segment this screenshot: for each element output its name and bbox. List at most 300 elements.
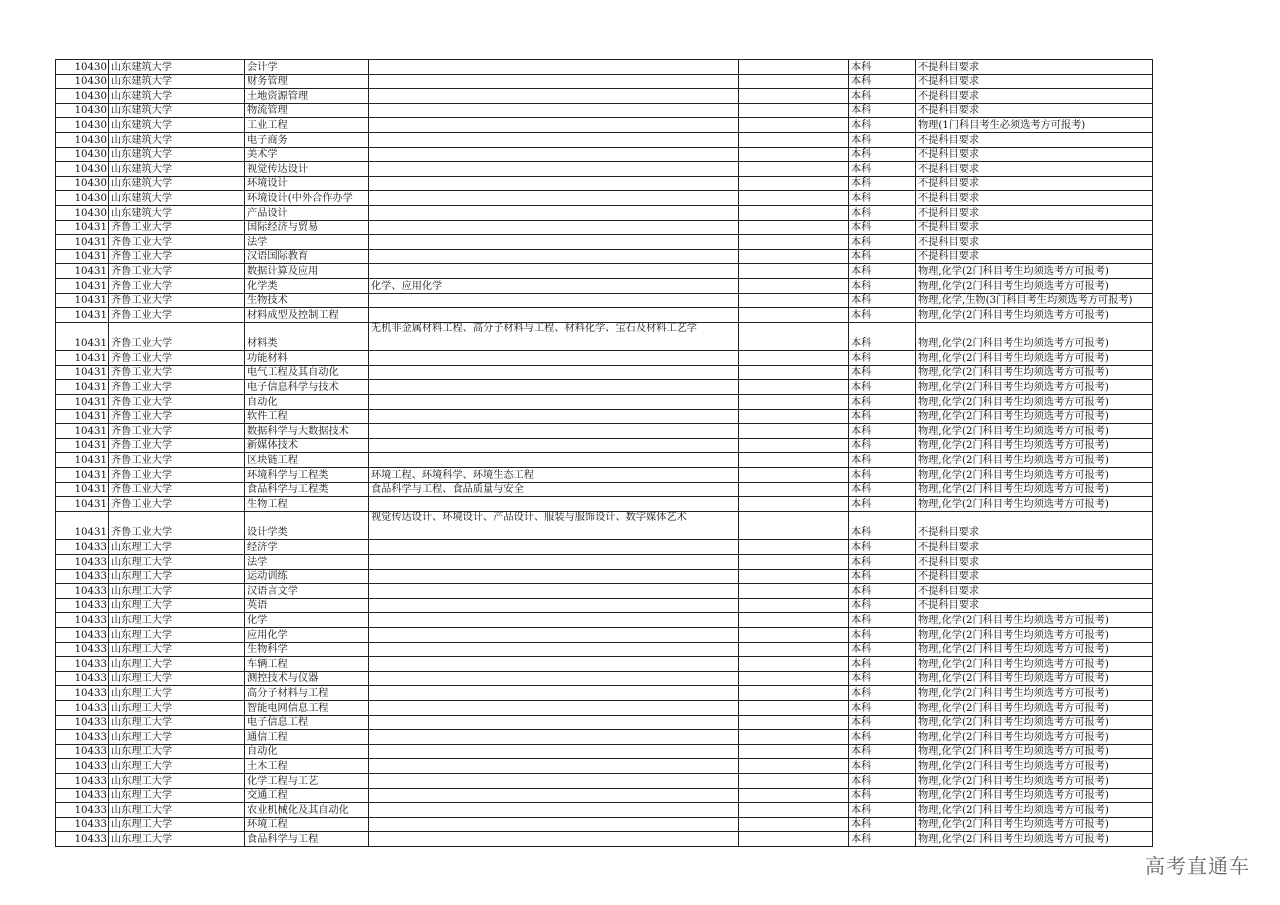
institution-code-cell: 10433 — [56, 657, 109, 672]
table-row — [56, 453, 1153, 468]
included-majors-cell — [369, 715, 739, 730]
level-cell: 本科 — [849, 482, 916, 497]
level-cell: 本科 — [849, 438, 916, 453]
subject-requirement-cell: 物理,化学(2门科目考生均须选考方可报考) — [916, 365, 1153, 380]
major-name-cell: 法学 — [245, 235, 369, 250]
major-name-cell: 生物工程 — [245, 497, 369, 512]
level-cell: 本科 — [849, 773, 916, 788]
table-row — [56, 686, 1153, 701]
major-name-cell: 化学工程与工艺 — [245, 773, 369, 788]
major-name-cell: 经济学 — [245, 540, 369, 555]
major-name-cell: 自动化 — [245, 395, 369, 410]
institution-name-cell: 山东理工大学 — [109, 759, 245, 774]
level-cell: 本科 — [849, 744, 916, 759]
major-name-cell: 通信工程 — [245, 730, 369, 745]
institution-code-cell: 10433 — [56, 642, 109, 657]
blank-cell — [739, 468, 849, 483]
institution-name-cell: 齐鲁工业大学 — [109, 453, 245, 468]
major-name-cell: 汉语国际教育 — [245, 249, 369, 264]
table-row — [56, 60, 1153, 75]
table-body — [56, 60, 1153, 847]
blank-cell — [739, 424, 849, 439]
institution-name-cell: 山东建筑大学 — [109, 147, 245, 162]
institution-name-cell: 齐鲁工业大学 — [109, 409, 245, 424]
subject-requirement-cell: 不提科目要求 — [916, 569, 1153, 584]
institution-name-cell: 山东建筑大学 — [109, 89, 245, 104]
table-row — [56, 409, 1153, 424]
level-cell: 本科 — [849, 569, 916, 584]
included-majors-cell — [369, 351, 739, 366]
blank-cell — [739, 715, 849, 730]
major-name-cell: 生物技术 — [245, 293, 369, 308]
level-cell: 本科 — [849, 832, 916, 847]
included-majors-cell — [369, 555, 739, 570]
subject-requirement-cell: 物理,化学(2门科目考生均须选考方可报考) — [916, 730, 1153, 745]
major-name-cell: 英语 — [245, 598, 369, 613]
table-row — [56, 613, 1153, 628]
institution-code-cell: 10430 — [56, 191, 109, 206]
included-majors-cell — [369, 497, 739, 512]
table-row — [56, 438, 1153, 453]
institution-name-cell: 山东理工大学 — [109, 817, 245, 832]
subject-requirement-cell: 物理,化学(2门科目考生均须选考方可报考) — [916, 395, 1153, 410]
subject-requirement-cell: 物理,化学(2门科目考生均须选考方可报考) — [916, 497, 1153, 512]
institution-code-cell: 10430 — [56, 103, 109, 118]
level-cell: 本科 — [849, 409, 916, 424]
institution-name-cell: 山东建筑大学 — [109, 205, 245, 220]
table-row — [56, 627, 1153, 642]
subject-requirement-cell: 物理,化学(2门科目考生均须选考方可报考) — [916, 788, 1153, 803]
included-majors-cell — [369, 817, 739, 832]
blank-cell — [739, 453, 849, 468]
level-cell: 本科 — [849, 162, 916, 177]
major-name-cell: 功能材料 — [245, 351, 369, 366]
institution-name-cell: 山东建筑大学 — [109, 162, 245, 177]
institution-code-cell: 10433 — [56, 598, 109, 613]
institution-code-cell: 10431 — [56, 395, 109, 410]
level-cell: 本科 — [849, 700, 916, 715]
major-name-cell: 环境工程 — [245, 817, 369, 832]
institution-name-cell: 山东建筑大学 — [109, 176, 245, 191]
subject-requirement-cell: 物理,化学(2门科目考生均须选考方可报考) — [916, 627, 1153, 642]
institution-name-cell: 齐鲁工业大学 — [109, 278, 245, 293]
institution-name-cell: 山东理工大学 — [109, 671, 245, 686]
included-majors-cell — [369, 642, 739, 657]
included-majors-cell — [369, 235, 739, 250]
institution-code-cell: 10433 — [56, 555, 109, 570]
level-cell: 本科 — [849, 803, 916, 818]
institution-code-cell: 10431 — [56, 482, 109, 497]
blank-cell — [739, 351, 849, 366]
subject-requirement-cell: 不提科目要求 — [916, 60, 1153, 75]
included-majors-cell — [369, 89, 739, 104]
included-majors-cell — [369, 264, 739, 279]
subject-requirement-cell: 不提科目要求 — [916, 74, 1153, 89]
subject-requirement-cell: 不提科目要求 — [916, 205, 1153, 220]
table-row — [56, 817, 1153, 832]
institution-code-cell: 10430 — [56, 89, 109, 104]
table-row — [56, 264, 1153, 279]
major-name-cell: 美术学 — [245, 147, 369, 162]
included-majors-cell: 无机非金属材料工程、高分子材料与工程、材料化学、宝石及材料工艺学 — [369, 322, 739, 351]
institution-name-cell: 山东建筑大学 — [109, 191, 245, 206]
institution-code-cell: 10433 — [56, 744, 109, 759]
subject-requirement-cell: 物理,化学(2门科目考生均须选考方可报考) — [916, 686, 1153, 701]
blank-cell — [739, 205, 849, 220]
institution-name-cell: 山东理工大学 — [109, 832, 245, 847]
institution-name-cell: 齐鲁工业大学 — [109, 468, 245, 483]
institution-name-cell: 齐鲁工业大学 — [109, 264, 245, 279]
institution-code-cell: 10433 — [56, 540, 109, 555]
institution-name-cell: 山东建筑大学 — [109, 74, 245, 89]
institution-name-cell: 齐鲁工业大学 — [109, 482, 245, 497]
included-majors-cell — [369, 671, 739, 686]
table-row — [56, 744, 1153, 759]
level-cell: 本科 — [849, 540, 916, 555]
level-cell: 本科 — [849, 205, 916, 220]
major-name-cell: 汉语言文学 — [245, 584, 369, 599]
blank-cell — [739, 613, 849, 628]
major-name-cell: 电子信息工程 — [245, 715, 369, 730]
watermark-text: 高考直通车 — [1145, 854, 1250, 878]
included-majors-cell — [369, 118, 739, 133]
major-name-cell: 自动化 — [245, 744, 369, 759]
included-majors-cell — [369, 613, 739, 628]
major-name-cell: 软件工程 — [245, 409, 369, 424]
level-cell: 本科 — [849, 191, 916, 206]
table-row — [56, 162, 1153, 177]
table-row — [56, 642, 1153, 657]
institution-code-cell: 10431 — [56, 308, 109, 323]
blank-cell — [739, 788, 849, 803]
institution-code-cell: 10431 — [56, 468, 109, 483]
institution-code-cell: 10430 — [56, 74, 109, 89]
major-name-cell: 环境设计 — [245, 176, 369, 191]
level-cell: 本科 — [849, 60, 916, 75]
institution-code-cell: 10431 — [56, 264, 109, 279]
major-name-cell: 电子信息科学与技术 — [245, 380, 369, 395]
major-name-cell: 区块链工程 — [245, 453, 369, 468]
table-row — [56, 380, 1153, 395]
institution-name-cell: 山东理工大学 — [109, 555, 245, 570]
blank-cell — [739, 103, 849, 118]
major-name-cell: 会计学 — [245, 60, 369, 75]
institution-name-cell: 齐鲁工业大学 — [109, 395, 245, 410]
institution-code-cell: 10431 — [56, 511, 109, 540]
institution-code-cell: 10431 — [56, 220, 109, 235]
table-row — [56, 176, 1153, 191]
included-majors-cell: 视觉传达设计、环境设计、产品设计、服装与服饰设计、数字媒体艺术 — [369, 511, 739, 540]
table-row — [56, 569, 1153, 584]
level-cell: 本科 — [849, 598, 916, 613]
institution-code-cell: 10433 — [56, 584, 109, 599]
blank-cell — [739, 308, 849, 323]
major-name-cell: 视觉传达设计 — [245, 162, 369, 177]
blank-cell — [739, 511, 849, 540]
institution-code-cell: 10433 — [56, 759, 109, 774]
subject-requirement-cell: 物理,化学(2门科目考生均须选考方可报考) — [916, 715, 1153, 730]
level-cell: 本科 — [849, 249, 916, 264]
blank-cell — [739, 569, 849, 584]
blank-cell — [739, 627, 849, 642]
table-row — [56, 89, 1153, 104]
institution-name-cell: 山东理工大学 — [109, 700, 245, 715]
included-majors-cell — [369, 176, 739, 191]
level-cell: 本科 — [849, 264, 916, 279]
subject-requirement-cell: 不提科目要求 — [916, 584, 1153, 599]
major-name-cell: 农业机械化及其自动化 — [245, 803, 369, 818]
table-row — [56, 657, 1153, 672]
table-row — [56, 540, 1153, 555]
included-majors-cell — [369, 249, 739, 264]
major-name-cell: 数据科学与大数据技术 — [245, 424, 369, 439]
major-name-cell: 材料成型及控制工程 — [245, 308, 369, 323]
table-row — [56, 205, 1153, 220]
level-cell: 本科 — [849, 395, 916, 410]
included-majors-cell — [369, 424, 739, 439]
subject-requirement-cell: 物理,化学(2门科目考生均须选考方可报考) — [916, 817, 1153, 832]
level-cell: 本科 — [849, 555, 916, 570]
institution-name-cell: 齐鲁工业大学 — [109, 424, 245, 439]
table-row — [56, 220, 1153, 235]
subject-requirement-cell: 不提科目要求 — [916, 176, 1153, 191]
level-cell: 本科 — [849, 132, 916, 147]
included-majors-cell — [369, 657, 739, 672]
level-cell: 本科 — [849, 89, 916, 104]
blank-cell — [739, 555, 849, 570]
major-name-cell: 产品设计 — [245, 205, 369, 220]
institution-name-cell: 齐鲁工业大学 — [109, 365, 245, 380]
institution-name-cell: 山东建筑大学 — [109, 103, 245, 118]
major-name-cell: 环境设计(中外合作办学 — [245, 191, 369, 206]
institution-code-cell: 10430 — [56, 147, 109, 162]
table-row — [56, 511, 1153, 540]
table-row — [56, 788, 1153, 803]
subject-requirement-cell: 不提科目要求 — [916, 235, 1153, 250]
institution-name-cell: 山东理工大学 — [109, 730, 245, 745]
blank-cell — [739, 482, 849, 497]
level-cell: 本科 — [849, 759, 916, 774]
blank-cell — [739, 730, 849, 745]
table-row — [56, 365, 1153, 380]
blank-cell — [739, 584, 849, 599]
level-cell: 本科 — [849, 657, 916, 672]
blank-cell — [739, 759, 849, 774]
subject-requirement-cell: 物理,化学(2门科目考生均须选考方可报考) — [916, 453, 1153, 468]
subject-requirement-cell: 物理,化学(2门科目考生均须选考方可报考) — [916, 642, 1153, 657]
major-name-cell: 材料类 — [245, 322, 369, 351]
major-name-cell: 食品科学与工程 — [245, 832, 369, 847]
included-majors-cell — [369, 380, 739, 395]
included-majors-cell — [369, 147, 739, 162]
institution-code-cell: 10430 — [56, 205, 109, 220]
institution-code-cell: 10431 — [56, 235, 109, 250]
blank-cell — [739, 132, 849, 147]
blank-cell — [739, 365, 849, 380]
included-majors-cell — [369, 395, 739, 410]
included-majors-cell — [369, 205, 739, 220]
institution-code-cell: 10430 — [56, 132, 109, 147]
subject-requirement-cell: 物理,化学(2门科目考生均须选考方可报考) — [916, 773, 1153, 788]
institution-name-cell: 山东理工大学 — [109, 744, 245, 759]
level-cell: 本科 — [849, 380, 916, 395]
institution-code-cell: 10433 — [56, 715, 109, 730]
institution-code-cell: 10433 — [56, 700, 109, 715]
subject-requirement-cell: 不提科目要求 — [916, 555, 1153, 570]
blank-cell — [739, 249, 849, 264]
subject-requirement-cell: 不提科目要求 — [916, 249, 1153, 264]
subject-requirement-cell: 物理,化学(2门科目考生均须选考方可报考) — [916, 264, 1153, 279]
major-name-cell: 工业工程 — [245, 118, 369, 133]
table-row — [56, 773, 1153, 788]
level-cell: 本科 — [849, 365, 916, 380]
blank-cell — [739, 118, 849, 133]
subject-requirement-cell: 不提科目要求 — [916, 103, 1153, 118]
major-name-cell: 新媒体技术 — [245, 438, 369, 453]
table-row — [56, 293, 1153, 308]
institution-name-cell: 齐鲁工业大学 — [109, 380, 245, 395]
included-majors-cell — [369, 453, 739, 468]
included-majors-cell — [369, 700, 739, 715]
table-row — [56, 103, 1153, 118]
level-cell: 本科 — [849, 642, 916, 657]
major-name-cell: 电气工程及其自动化 — [245, 365, 369, 380]
level-cell: 本科 — [849, 74, 916, 89]
blank-cell — [739, 744, 849, 759]
major-name-cell: 化学 — [245, 613, 369, 628]
table-row — [56, 832, 1153, 847]
institution-name-cell: 齐鲁工业大学 — [109, 308, 245, 323]
blank-cell — [739, 74, 849, 89]
institution-name-cell: 山东建筑大学 — [109, 132, 245, 147]
included-majors-cell — [369, 162, 739, 177]
subject-requirement-cell: 物理,化学(2门科目考生均须选考方可报考) — [916, 278, 1153, 293]
blank-cell — [739, 438, 849, 453]
table-row — [56, 482, 1153, 497]
blank-cell — [739, 293, 849, 308]
subject-requirement-cell: 物理,化学(2门科目考生均须选考方可报考) — [916, 700, 1153, 715]
level-cell: 本科 — [849, 235, 916, 250]
included-majors-cell — [369, 773, 739, 788]
blank-cell — [739, 264, 849, 279]
subject-requirement-cell: 物理,化学(2门科目考生均须选考方可报考) — [916, 380, 1153, 395]
institution-code-cell: 10433 — [56, 773, 109, 788]
major-name-cell: 运动训练 — [245, 569, 369, 584]
major-name-cell: 生物科学 — [245, 642, 369, 657]
level-cell: 本科 — [849, 308, 916, 323]
level-cell: 本科 — [849, 584, 916, 599]
included-majors-cell — [369, 686, 739, 701]
blank-cell — [739, 497, 849, 512]
level-cell: 本科 — [849, 817, 916, 832]
level-cell: 本科 — [849, 176, 916, 191]
subject-requirement-cell: 物理(1门科目考生必须选考方可报考) — [916, 118, 1153, 133]
table-row — [56, 235, 1153, 250]
institution-code-cell: 10433 — [56, 627, 109, 642]
blank-cell — [739, 540, 849, 555]
institution-code-cell: 10430 — [56, 60, 109, 75]
table-row — [56, 395, 1153, 410]
table-row — [56, 74, 1153, 89]
table-row — [56, 308, 1153, 323]
institution-name-cell: 山东理工大学 — [109, 569, 245, 584]
institution-code-cell: 10430 — [56, 162, 109, 177]
included-majors-cell — [369, 744, 739, 759]
institution-code-cell: 10431 — [56, 453, 109, 468]
table-row — [56, 700, 1153, 715]
major-name-cell: 土木工程 — [245, 759, 369, 774]
subject-requirement-cell: 物理,化学,生物(3门科目考生均须选考方可报考) — [916, 293, 1153, 308]
institution-code-cell: 10433 — [56, 817, 109, 832]
institution-name-cell: 山东理工大学 — [109, 540, 245, 555]
level-cell: 本科 — [849, 118, 916, 133]
blank-cell — [739, 686, 849, 701]
table-row — [56, 759, 1153, 774]
subject-requirement-cell: 不提科目要求 — [916, 89, 1153, 104]
level-cell: 本科 — [849, 788, 916, 803]
level-cell: 本科 — [849, 613, 916, 628]
blank-cell — [739, 817, 849, 832]
included-majors-cell — [369, 220, 739, 235]
included-majors-cell — [369, 788, 739, 803]
included-majors-cell — [369, 598, 739, 613]
level-cell: 本科 — [849, 627, 916, 642]
institution-code-cell: 10433 — [56, 730, 109, 745]
blank-cell — [739, 671, 849, 686]
blank-cell — [739, 380, 849, 395]
level-cell: 本科 — [849, 671, 916, 686]
level-cell: 本科 — [849, 715, 916, 730]
included-majors-cell — [369, 60, 739, 75]
included-majors-cell — [369, 409, 739, 424]
major-name-cell: 土地资源管理 — [245, 89, 369, 104]
major-name-cell: 食品科学与工程类 — [245, 482, 369, 497]
institution-name-cell: 山东理工大学 — [109, 598, 245, 613]
table-row — [56, 132, 1153, 147]
blank-cell — [739, 395, 849, 410]
subject-requirement-cell: 物理,化学(2门科目考生均须选考方可报考) — [916, 744, 1153, 759]
subject-requirement-cell: 不提科目要求 — [916, 162, 1153, 177]
level-cell: 本科 — [849, 497, 916, 512]
major-name-cell: 交通工程 — [245, 788, 369, 803]
subject-requirement-cell: 物理,化学(2门科目考生均须选考方可报考) — [916, 308, 1153, 323]
included-majors-cell — [369, 730, 739, 745]
institution-name-cell: 齐鲁工业大学 — [109, 351, 245, 366]
institution-code-cell: 10431 — [56, 249, 109, 264]
subject-requirement-cell: 物理,化学(2门科目考生均须选考方可报考) — [916, 803, 1153, 818]
included-majors-cell — [369, 540, 739, 555]
institution-code-cell: 10431 — [56, 293, 109, 308]
major-name-cell: 电子商务 — [245, 132, 369, 147]
major-name-cell: 设计学类 — [245, 511, 369, 540]
major-name-cell: 应用化学 — [245, 627, 369, 642]
subject-requirement-cell: 不提科目要求 — [916, 191, 1153, 206]
institution-code-cell: 10431 — [56, 497, 109, 512]
institution-name-cell: 齐鲁工业大学 — [109, 293, 245, 308]
table-row — [56, 730, 1153, 745]
included-majors-cell — [369, 103, 739, 118]
institution-name-cell: 齐鲁工业大学 — [109, 249, 245, 264]
table-row — [56, 803, 1153, 818]
institution-code-cell: 10433 — [56, 613, 109, 628]
institution-code-cell: 10431 — [56, 424, 109, 439]
table-row — [56, 278, 1153, 293]
included-majors-cell — [369, 74, 739, 89]
included-majors-cell: 环境工程、环境科学、环境生态工程 — [369, 468, 739, 483]
included-majors-cell — [369, 803, 739, 818]
blank-cell — [739, 832, 849, 847]
institution-code-cell: 10431 — [56, 278, 109, 293]
